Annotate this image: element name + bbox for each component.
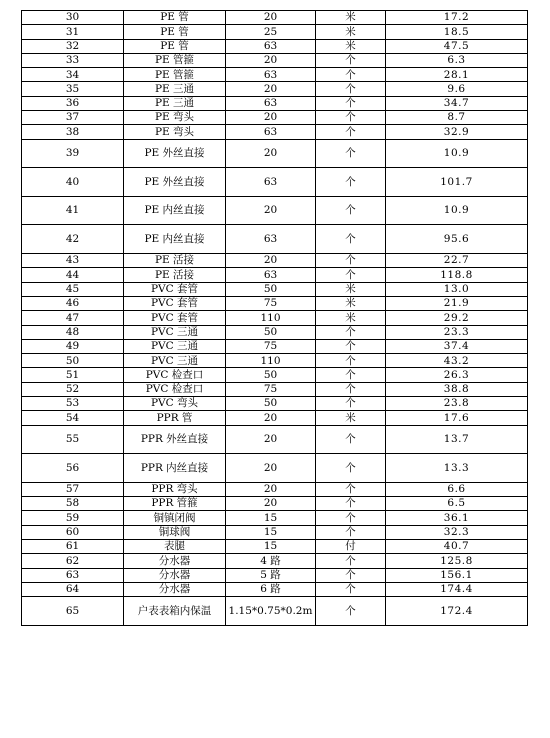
spec-cell: 4 路 <box>226 554 316 568</box>
row-number-cell: 35 <box>22 82 124 96</box>
row-number-cell: 33 <box>22 53 124 67</box>
spec-cell: 75 <box>226 296 316 310</box>
table-row <box>22 168 528 197</box>
unit-cell: 个 <box>316 354 386 368</box>
spec-cell: 20 <box>226 196 316 225</box>
table-row <box>22 311 528 325</box>
table-row <box>22 568 528 582</box>
unit-cell: 个 <box>316 554 386 568</box>
row-number-cell: 59 <box>22 511 124 525</box>
table-row <box>22 96 528 110</box>
row-number-cell: 48 <box>22 325 124 339</box>
unit-cell: 个 <box>316 82 386 96</box>
table-row <box>22 397 528 411</box>
row-number-cell: 36 <box>22 96 124 110</box>
item-name-cell: PVC 弯头 <box>124 397 226 411</box>
spec-cell: 75 <box>226 339 316 353</box>
price-cell: 10.9 <box>386 139 528 168</box>
row-number-cell: 53 <box>22 397 124 411</box>
spec-cell: 20 <box>226 139 316 168</box>
table-row <box>22 554 528 568</box>
row-number-cell: 49 <box>22 339 124 353</box>
spec-cell: 63 <box>226 68 316 82</box>
spec-cell: 50 <box>226 368 316 382</box>
table-row <box>22 425 528 454</box>
unit-cell: 个 <box>316 368 386 382</box>
spec-cell: 50 <box>226 397 316 411</box>
price-cell: 34.7 <box>386 96 528 110</box>
table-row <box>22 111 528 125</box>
price-cell: 118.8 <box>386 268 528 282</box>
table-row <box>22 339 528 353</box>
item-name-cell: PE 内丝直接 <box>124 225 226 254</box>
spec-cell: 20 <box>226 111 316 125</box>
unit-cell: 个 <box>316 582 386 596</box>
table-row <box>22 268 528 282</box>
price-cell: 156.1 <box>386 568 528 582</box>
price-cell: 26.3 <box>386 368 528 382</box>
table-row <box>22 525 528 539</box>
spec-cell: 15 <box>226 539 316 553</box>
price-cell: 22.7 <box>386 254 528 268</box>
item-name-cell: 户表表箱内保温 <box>124 597 226 626</box>
row-number-cell: 37 <box>22 111 124 125</box>
unit-cell: 米 <box>316 25 386 39</box>
row-number-cell: 52 <box>22 382 124 396</box>
unit-cell: 个 <box>316 568 386 582</box>
row-number-cell: 30 <box>22 11 124 25</box>
row-number-cell: 51 <box>22 368 124 382</box>
item-name-cell: PVC 套管 <box>124 296 226 310</box>
spec-cell: 63 <box>226 168 316 197</box>
unit-cell: 个 <box>316 597 386 626</box>
price-cell: 6.5 <box>386 497 528 511</box>
item-name-cell: PE 活接 <box>124 268 226 282</box>
item-name-cell: PVC 套管 <box>124 311 226 325</box>
unit-cell: 个 <box>316 268 386 282</box>
price-cell: 13.7 <box>386 425 528 454</box>
item-name-cell: PE 管箍 <box>124 68 226 82</box>
spec-cell: 20 <box>226 11 316 25</box>
item-name-cell: PE 外丝直接 <box>124 168 226 197</box>
unit-cell: 米 <box>316 311 386 325</box>
item-name-cell: PPR 内丝直接 <box>124 454 226 483</box>
spec-cell: 110 <box>226 311 316 325</box>
row-number-cell: 61 <box>22 539 124 553</box>
price-cell: 28.1 <box>386 68 528 82</box>
item-name-cell: PE 弯头 <box>124 125 226 139</box>
price-table <box>21 10 528 626</box>
unit-cell: 个 <box>316 68 386 82</box>
item-name-cell: PE 管 <box>124 39 226 53</box>
table-row <box>22 25 528 39</box>
row-number-cell: 41 <box>22 196 124 225</box>
item-name-cell: PE 管 <box>124 25 226 39</box>
price-cell: 95.6 <box>386 225 528 254</box>
item-name-cell: PE 内丝直接 <box>124 196 226 225</box>
spec-cell: 20 <box>226 482 316 496</box>
price-table-body <box>22 11 528 626</box>
row-number-cell: 44 <box>22 268 124 282</box>
spec-cell: 75 <box>226 382 316 396</box>
item-name-cell: PE 弯头 <box>124 111 226 125</box>
unit-cell: 个 <box>316 53 386 67</box>
unit-cell: 米 <box>316 411 386 425</box>
price-cell: 101.7 <box>386 168 528 197</box>
table-row <box>22 597 528 626</box>
unit-cell: 个 <box>316 425 386 454</box>
price-cell: 40.7 <box>386 539 528 553</box>
price-cell: 13.3 <box>386 454 528 483</box>
unit-cell: 个 <box>316 397 386 411</box>
price-cell: 32.3 <box>386 525 528 539</box>
spec-cell: 5 路 <box>226 568 316 582</box>
row-number-cell: 55 <box>22 425 124 454</box>
item-name-cell: PVC 套管 <box>124 282 226 296</box>
item-name-cell: PPR 管箍 <box>124 497 226 511</box>
row-number-cell: 46 <box>22 296 124 310</box>
row-number-cell: 54 <box>22 411 124 425</box>
price-cell: 17.2 <box>386 11 528 25</box>
item-name-cell: PE 三通 <box>124 96 226 110</box>
row-number-cell: 58 <box>22 497 124 511</box>
item-name-cell: PVC 三通 <box>124 325 226 339</box>
table-row <box>22 11 528 25</box>
price-cell: 125.8 <box>386 554 528 568</box>
table-row <box>22 82 528 96</box>
table-row <box>22 454 528 483</box>
item-name-cell: PE 活接 <box>124 254 226 268</box>
spec-cell: 20 <box>226 454 316 483</box>
price-cell: 21.9 <box>386 296 528 310</box>
row-number-cell: 39 <box>22 139 124 168</box>
unit-cell: 米 <box>316 11 386 25</box>
item-name-cell: 分水器 <box>124 582 226 596</box>
spec-cell: 20 <box>226 411 316 425</box>
unit-cell: 米 <box>316 39 386 53</box>
spec-cell: 63 <box>226 96 316 110</box>
table-row <box>22 282 528 296</box>
table-row <box>22 296 528 310</box>
unit-cell: 个 <box>316 511 386 525</box>
item-name-cell: 铜镇闭阀 <box>124 511 226 525</box>
table-row <box>22 196 528 225</box>
table-row <box>22 497 528 511</box>
unit-cell: 个 <box>316 96 386 110</box>
price-cell: 47.5 <box>386 39 528 53</box>
unit-cell: 个 <box>316 525 386 539</box>
table-row <box>22 139 528 168</box>
price-cell: 10.9 <box>386 196 528 225</box>
spec-cell: 63 <box>226 268 316 282</box>
price-cell: 23.8 <box>386 397 528 411</box>
item-name-cell: PPR 外丝直接 <box>124 425 226 454</box>
table-row <box>22 482 528 496</box>
row-number-cell: 43 <box>22 254 124 268</box>
price-cell: 32.9 <box>386 125 528 139</box>
table-row <box>22 539 528 553</box>
unit-cell: 个 <box>316 482 386 496</box>
unit-cell: 个 <box>316 339 386 353</box>
row-number-cell: 38 <box>22 125 124 139</box>
item-name-cell: PE 管 <box>124 11 226 25</box>
price-cell: 17.6 <box>386 411 528 425</box>
unit-cell: 个 <box>316 196 386 225</box>
unit-cell: 米 <box>316 282 386 296</box>
table-row <box>22 325 528 339</box>
table-row <box>22 254 528 268</box>
row-number-cell: 65 <box>22 597 124 626</box>
row-number-cell: 63 <box>22 568 124 582</box>
table-row <box>22 225 528 254</box>
unit-cell: 米 <box>316 296 386 310</box>
row-number-cell: 45 <box>22 282 124 296</box>
unit-cell: 个 <box>316 111 386 125</box>
price-cell: 6.6 <box>386 482 528 496</box>
table-row <box>22 354 528 368</box>
spec-cell: 50 <box>226 325 316 339</box>
price-cell: 172.4 <box>386 597 528 626</box>
unit-cell: 个 <box>316 497 386 511</box>
spec-cell: 63 <box>226 225 316 254</box>
table-row <box>22 125 528 139</box>
row-number-cell: 56 <box>22 454 124 483</box>
spec-cell: 20 <box>226 497 316 511</box>
row-number-cell: 40 <box>22 168 124 197</box>
row-number-cell: 50 <box>22 354 124 368</box>
item-name-cell: 表腿 <box>124 539 226 553</box>
unit-cell: 个 <box>316 454 386 483</box>
unit-cell: 个 <box>316 382 386 396</box>
price-cell: 36.1 <box>386 511 528 525</box>
row-number-cell: 34 <box>22 68 124 82</box>
spec-cell: 15 <box>226 511 316 525</box>
item-name-cell: PVC 检查口 <box>124 368 226 382</box>
row-number-cell: 32 <box>22 39 124 53</box>
row-number-cell: 47 <box>22 311 124 325</box>
item-name-cell: PPR 管 <box>124 411 226 425</box>
table-row <box>22 511 528 525</box>
row-number-cell: 57 <box>22 482 124 496</box>
unit-cell: 个 <box>316 168 386 197</box>
spec-cell: 20 <box>226 425 316 454</box>
unit-cell: 个 <box>316 225 386 254</box>
table-row <box>22 411 528 425</box>
unit-cell: 付 <box>316 539 386 553</box>
item-name-cell: PVC 三通 <box>124 354 226 368</box>
item-name-cell: 铜球阀 <box>124 525 226 539</box>
price-cell: 13.0 <box>386 282 528 296</box>
item-name-cell: PVC 三通 <box>124 339 226 353</box>
item-name-cell: PE 三通 <box>124 82 226 96</box>
spec-cell: 63 <box>226 125 316 139</box>
row-number-cell: 62 <box>22 554 124 568</box>
item-name-cell: PPR 弯头 <box>124 482 226 496</box>
spec-cell: 20 <box>226 82 316 96</box>
row-number-cell: 31 <box>22 25 124 39</box>
spec-cell: 20 <box>226 254 316 268</box>
spec-cell: 6 路 <box>226 582 316 596</box>
table-row <box>22 582 528 596</box>
item-name-cell: PVC 检查口 <box>124 382 226 396</box>
table-row <box>22 53 528 67</box>
spec-cell: 20 <box>226 53 316 67</box>
price-cell: 43.2 <box>386 354 528 368</box>
spec-cell: 15 <box>226 525 316 539</box>
item-name-cell: PE 外丝直接 <box>124 139 226 168</box>
spec-cell: 1.15*0.75*0.2m <box>226 597 316 626</box>
spec-cell: 110 <box>226 354 316 368</box>
row-number-cell: 64 <box>22 582 124 596</box>
item-name-cell: 分水器 <box>124 568 226 582</box>
unit-cell: 个 <box>316 139 386 168</box>
unit-cell: 个 <box>316 325 386 339</box>
spec-cell: 25 <box>226 25 316 39</box>
spec-cell: 63 <box>226 39 316 53</box>
price-cell: 23.3 <box>386 325 528 339</box>
price-cell: 37.4 <box>386 339 528 353</box>
price-cell: 9.6 <box>386 82 528 96</box>
table-row <box>22 68 528 82</box>
table-row <box>22 382 528 396</box>
table-row <box>22 39 528 53</box>
unit-cell: 个 <box>316 254 386 268</box>
price-cell: 29.2 <box>386 311 528 325</box>
row-number-cell: 60 <box>22 525 124 539</box>
spec-cell: 50 <box>226 282 316 296</box>
row-number-cell: 42 <box>22 225 124 254</box>
price-cell: 18.5 <box>386 25 528 39</box>
price-cell: 8.7 <box>386 111 528 125</box>
price-cell: 38.8 <box>386 382 528 396</box>
item-name-cell: 分水器 <box>124 554 226 568</box>
item-name-cell: PE 管箍 <box>124 53 226 67</box>
price-cell: 6.3 <box>386 53 528 67</box>
unit-cell: 个 <box>316 125 386 139</box>
table-row <box>22 368 528 382</box>
price-cell: 174.4 <box>386 582 528 596</box>
